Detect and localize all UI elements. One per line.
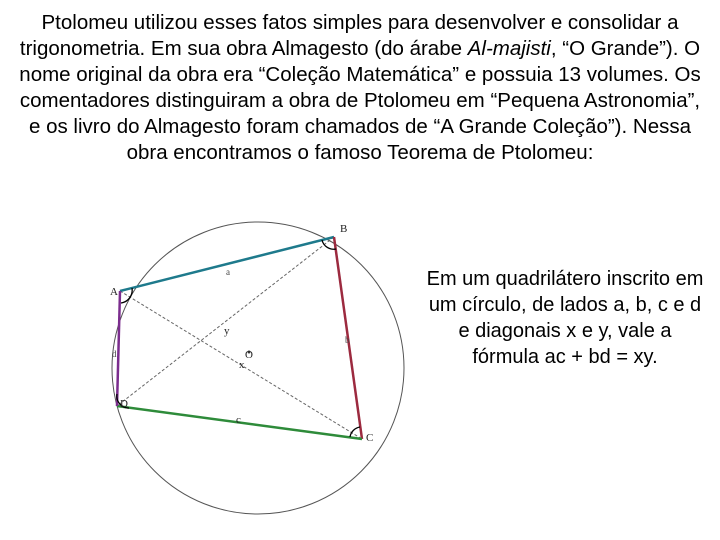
- angle-arc-c: [350, 427, 360, 437]
- side-label-c: c: [236, 414, 241, 426]
- intro-italic-term: Al-majisti: [467, 37, 551, 60]
- vertex-label-c: C: [366, 432, 374, 444]
- center-label: O: [245, 349, 253, 361]
- figure-svg: [100, 210, 410, 540]
- side-d: [117, 291, 120, 406]
- intro-text-1: Ptolomeu utilizou esses fatos simples para desenvolver e consolidar a trigonometria. Em sua obra Almagesto (do árabe: [19, 11, 679, 60]
- vertex-label-b: B: [340, 223, 348, 235]
- side-label-a: a: [226, 267, 230, 277]
- intro-text-2: , “O Grande”). O nome original da obra era “Coleção Matemática” e possuia 13 volumes. Os comentadores distinguiram a obra de Ptolomeu em “Pequena Astronomia”, e os livro do Almagesto foram chamados de “A Grande Coleção”). Nessa obra encontramos o famoso Teorema de Ptolomeu:: [19, 37, 701, 164]
- intro-paragraph: [18, 10, 702, 166]
- diagonal-y: [117, 237, 334, 406]
- theorem-statement: Em um quadrilátero inscrito em um círculo, de lados a, b, c e d e diagonais x e y, vale a fórmula ac + bd = xy.: [426, 268, 704, 368]
- circumscribed-circle: [112, 222, 404, 514]
- side-label-d: d: [112, 349, 117, 359]
- vertex-label-a: A: [110, 286, 118, 298]
- vertex-label-d: D: [120, 398, 128, 410]
- side-a: [120, 237, 334, 291]
- ptolemy-figure: [100, 210, 410, 540]
- diagonal-label-y: y: [224, 325, 230, 337]
- diagonal-label-x: x: [239, 359, 245, 371]
- side-label-b: b: [345, 335, 350, 345]
